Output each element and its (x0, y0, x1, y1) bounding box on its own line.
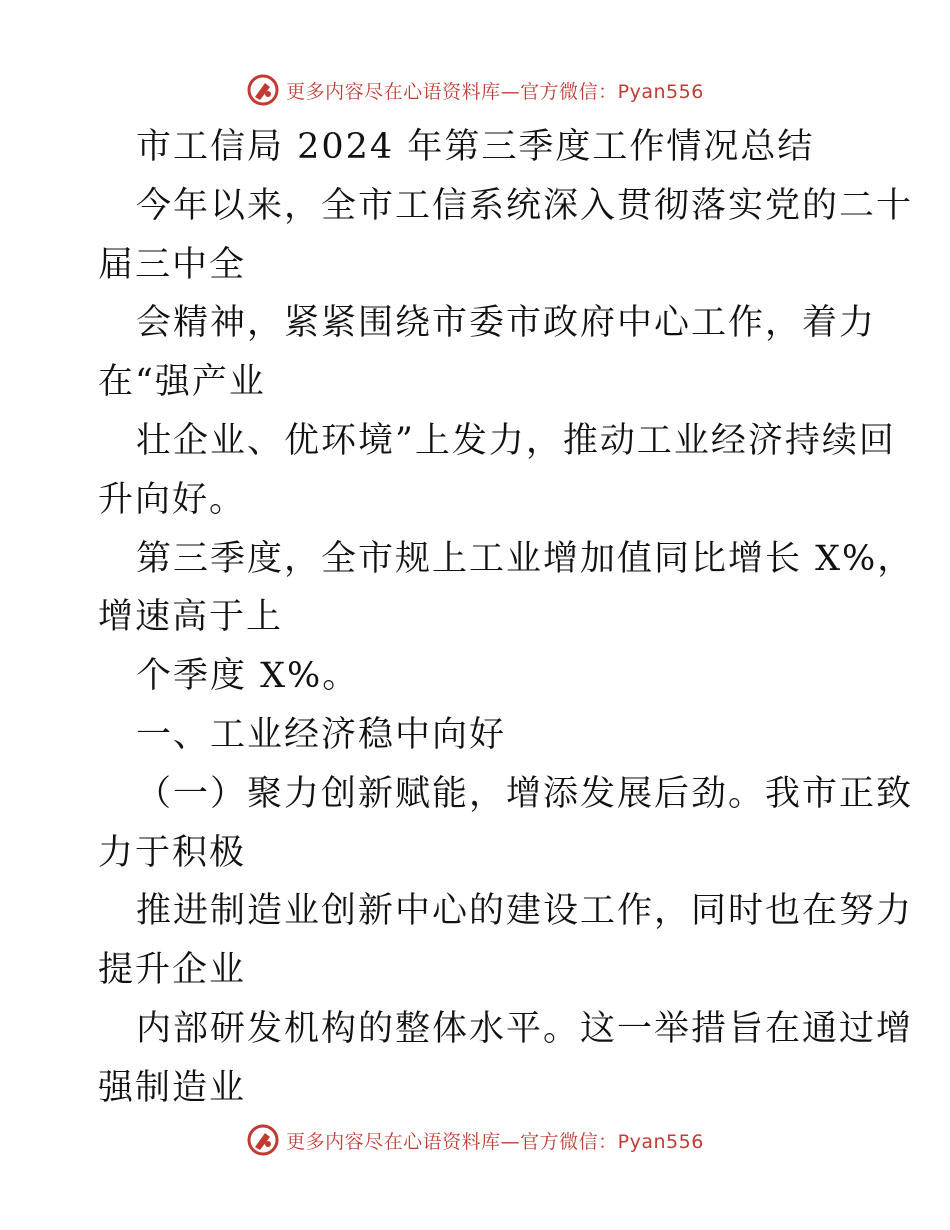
doc-line: 今年以来，全市工信系统深入贯彻落实党的二十 (136, 185, 914, 226)
watermark-logo-icon (246, 73, 280, 107)
doc-line: 第三季度，全市规上工业增加值同比增长 X%， (136, 538, 915, 579)
doc-line: 会精神，紧紧围绕市委市政府中心工作，着力 (136, 303, 877, 344)
doc-line: 力于积极 (98, 832, 247, 873)
doc-line: 届三中全 (98, 244, 247, 285)
watermark-text: 更多内容尽在心语资料库—官方微信：Pyan556 (286, 1130, 704, 1153)
document-body (98, 118, 915, 1118)
doc-line: 增速高于上 (98, 597, 284, 638)
doc-line: （一）聚力创新赋能，增添发展后劲。我市正致 (136, 773, 914, 814)
watermark-logo-icon (246, 1123, 280, 1157)
doc-line: 升向好。 (98, 479, 247, 520)
doc-line: 壮企业、优环境”上发力，推动工业经济持续回 (136, 420, 896, 461)
section-heading: 一、工业经济稳中向好 (136, 714, 507, 755)
watermark-top (0, 70, 950, 110)
doc-title: 市工信局 2024 年第三季度工作情况总结 (136, 127, 815, 167)
doc-line: 推进制造业创新中心的建设工作，同时也在努力 (136, 891, 914, 932)
doc-line: 强制造业 (98, 1067, 247, 1108)
watermark-bottom (0, 1120, 950, 1160)
doc-line: 提升企业 (98, 950, 247, 991)
doc-line: 内部研发机构的整体水平。这一举措旨在通过增 (136, 1008, 914, 1049)
doc-line: 个季度 X%。 (136, 656, 360, 697)
doc-line: 在“强产业 (98, 362, 266, 403)
watermark-text: 更多内容尽在心语资料库—官方微信：Pyan556 (286, 80, 704, 103)
